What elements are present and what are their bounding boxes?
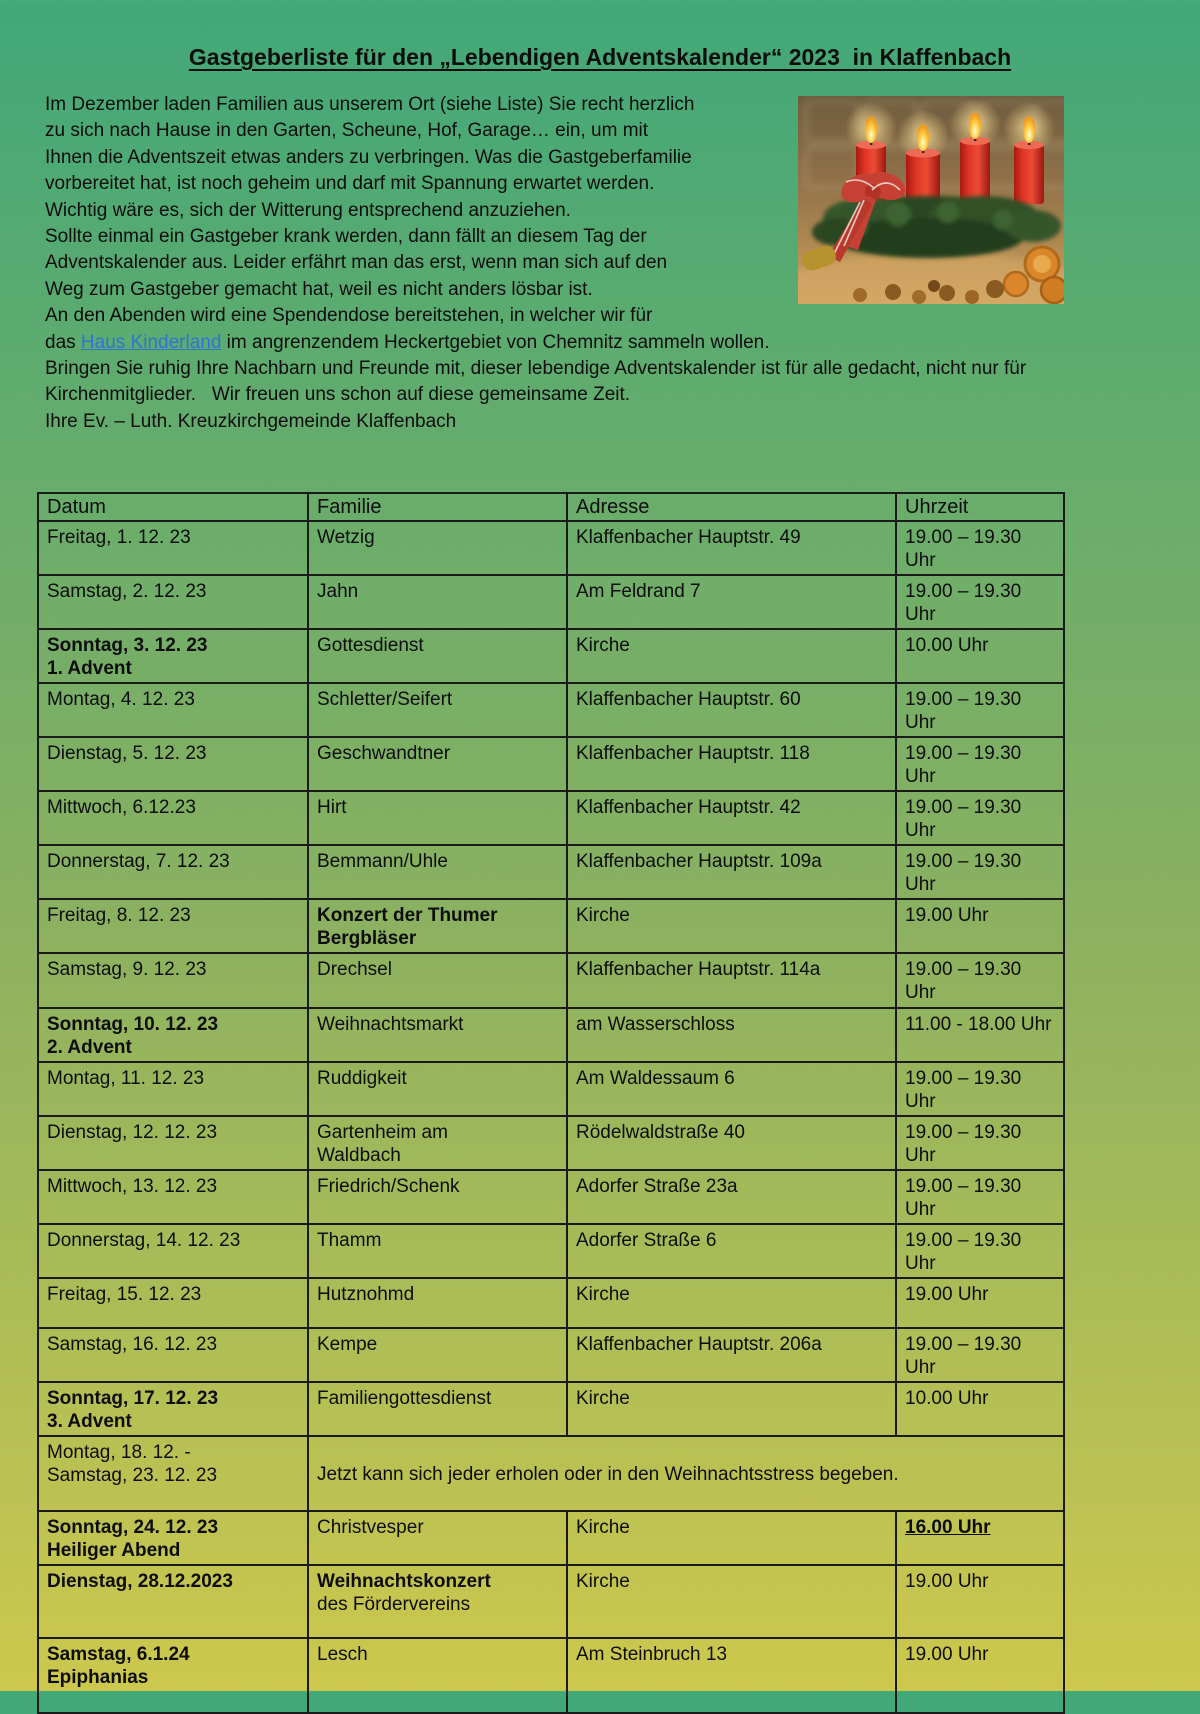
cell-uhrzeit: 19.00 – 19.30 Uhr: [896, 1328, 1064, 1382]
cell-datum: Sonntag, 3. 12. 23 1. Advent: [38, 629, 308, 683]
table-row: [38, 1328, 1064, 1382]
cell-adresse: Rödelwaldstraße 40: [567, 1116, 896, 1170]
cell-datum: Freitag, 1. 12. 23: [38, 521, 308, 575]
cell-uhrzeit: 19.00 Uhr: [896, 1638, 1064, 1713]
column-header-familie: Familie: [308, 493, 567, 521]
intro-line: vorbereitet hat, ist noch geheim und darf mit Spannung erwartet werden.: [45, 173, 655, 195]
cell-datum: Samstag, 6.1.24 Epiphanias: [38, 1638, 308, 1713]
cell-adresse: Klaffenbacher Hauptstr. 206a: [567, 1328, 896, 1382]
cell-datum: Freitag, 15. 12. 23: [38, 1278, 308, 1328]
intro-line: Im Dezember laden Familien aus unserem Ort (siehe Liste) Sie recht herzlich: [45, 94, 695, 115]
cell-familie: Geschwandtner: [308, 737, 567, 791]
column-header-uhrzeit: Uhrzeit: [896, 493, 1064, 521]
cell-uhrzeit: 19.00 – 19.30 Uhr: [896, 1116, 1064, 1170]
cell-adresse: Kirche: [567, 1278, 896, 1328]
cell-adresse: Klaffenbacher Hauptstr. 60: [567, 683, 896, 737]
cell-uhrzeit: 19.00 – 19.30 Uhr: [896, 521, 1064, 575]
cell-uhrzeit: 19.00 – 19.30 Uhr: [896, 845, 1064, 899]
cell-familie: Bemmann/Uhle: [308, 845, 567, 899]
table-row: [38, 1116, 1064, 1170]
cell-familie: Friedrich/Schenk: [308, 1170, 567, 1224]
intro-line: Ihnen die Adventszeit etwas anders zu verbringen. Was die Gastgeberfamilie: [45, 146, 692, 168]
table-row: [38, 899, 1064, 953]
cell-datum: Dienstag, 12. 12. 23: [38, 1116, 308, 1170]
cell-datum: Freitag, 8. 12. 23: [38, 899, 308, 953]
table-row: [38, 1638, 1064, 1713]
cell-familie: Christvesper: [308, 1511, 567, 1565]
cell-datum: Sonntag, 10. 12. 23 2. Advent: [38, 1008, 308, 1062]
cell-note: Jetzt kann sich jeder erholen oder in den Weihnachtsstress begeben.: [308, 1436, 1064, 1511]
cell-familie: Gottesdienst: [308, 629, 567, 683]
table-row: [38, 1436, 1064, 1511]
cell-adresse: Am Waldessaum 6: [567, 1062, 896, 1116]
cell-uhrzeit: 11.00 - 18.00 Uhr: [896, 1008, 1064, 1062]
cell-familie: Jahn: [308, 575, 567, 629]
cell-adresse: Am Steinbruch 13: [567, 1638, 896, 1713]
cell-familie: Hutznohmd: [308, 1278, 567, 1328]
cell-familie: Familiengottesdienst: [308, 1382, 567, 1436]
table-row: [38, 1565, 1064, 1638]
cell-uhrzeit: 16.00 Uhr: [896, 1511, 1064, 1565]
cell-adresse: Klaffenbacher Hauptstr. 42: [567, 791, 896, 845]
haus-kinderland-link[interactable]: Haus Kinderland: [80, 331, 222, 353]
cell-datum: Sonntag, 17. 12. 23 3. Advent: [38, 1382, 308, 1436]
cell-uhrzeit: 19.00 – 19.30 Uhr: [896, 1224, 1064, 1278]
intro-line: Bringen Sie ruhig Ihre Nachbarn und Freunde mit, dieser lebendige Adventskalender ist für alle gedacht, nicht nur für: [45, 358, 1027, 380]
cell-datum: Montag, 4. 12. 23: [38, 683, 308, 737]
table-row: [38, 1511, 1064, 1565]
table-row: [38, 737, 1064, 791]
cell-uhrzeit: 19.00 – 19.30 Uhr: [896, 737, 1064, 791]
table-row: [38, 629, 1064, 683]
cell-familie: Schletter/Seifert: [308, 683, 567, 737]
advent-wreath-photo: [798, 96, 1064, 304]
cell-datum: Donnerstag, 14. 12. 23: [38, 1224, 308, 1278]
cell-uhrzeit: 19.00 – 19.30 Uhr: [896, 1170, 1064, 1224]
cell-adresse: Kirche: [567, 1382, 896, 1436]
column-header-adresse: Adresse: [567, 493, 896, 521]
cell-datum: Donnerstag, 7. 12. 23: [38, 845, 308, 899]
cell-adresse: Klaffenbacher Hauptstr. 114a: [567, 953, 896, 1008]
cell-familie: Wetzig: [308, 521, 567, 575]
table-row: [38, 1062, 1064, 1116]
intro-line: Adventskalender aus. Leider erfährt man das erst, wenn man sich auf den: [45, 252, 668, 274]
cell-familie: Weihnachtskonzert des Fördervereins: [308, 1565, 567, 1638]
cell-datum: Montag, 11. 12. 23: [38, 1062, 308, 1116]
cell-familie: Konzert der Thumer Bergbläser: [308, 899, 567, 953]
cell-datum: Dienstag, 28.12.2023: [38, 1565, 308, 1638]
table-row: [38, 1008, 1064, 1062]
column-header-datum: Datum: [38, 493, 308, 521]
cell-familie: Thamm: [308, 1224, 567, 1278]
cell-uhrzeit: 19.00 – 19.30 Uhr: [896, 575, 1064, 629]
host-schedule-table: [37, 492, 1065, 1714]
cell-familie: Kempe: [308, 1328, 567, 1382]
table-row: [38, 1170, 1064, 1224]
cell-adresse: Adorfer Straße 23a: [567, 1170, 896, 1224]
cell-uhrzeit: 19.00 Uhr: [896, 1565, 1064, 1638]
intro-line: das Haus Kinderland im angrenzendem Heckertgebiet von Chemnitz sammeln wollen.: [45, 331, 770, 353]
cell-datum: Sonntag, 24. 12. 23 Heiliger Abend: [38, 1511, 308, 1565]
table-row: [38, 845, 1064, 899]
cell-adresse: Klaffenbacher Hauptstr. 118: [567, 737, 896, 791]
cell-uhrzeit: 10.00 Uhr: [896, 1382, 1064, 1436]
cell-datum: Samstag, 9. 12. 23: [38, 953, 308, 1008]
intro-line: An den Abenden wird eine Spendendose bereitstehen, in welcher wir für: [45, 305, 653, 327]
table-row: [38, 575, 1064, 629]
table-row: [38, 683, 1064, 737]
cell-uhrzeit: 19.00 – 19.30 Uhr: [896, 1062, 1064, 1116]
cell-uhrzeit: 19.00 – 19.30 Uhr: [896, 683, 1064, 737]
cell-adresse: Klaffenbacher Hauptstr. 109a: [567, 845, 896, 899]
cell-familie: Gartenheim am Waldbach: [308, 1116, 567, 1170]
cell-datum: Mittwoch, 13. 12. 23: [38, 1170, 308, 1224]
cell-uhrzeit: 19.00 – 19.30 Uhr: [896, 791, 1064, 845]
table-row: [38, 1382, 1064, 1436]
intro-line: zu sich nach Hause in den Garten, Scheune, Hof, Garage… ein, um mit: [45, 120, 649, 142]
cell-familie: Drechsel: [308, 953, 567, 1008]
cell-datum: Dienstag, 5. 12. 23: [38, 737, 308, 791]
cell-uhrzeit: 10.00 Uhr: [896, 629, 1064, 683]
page-title: Gastgeberliste für den „Lebendigen Adventskalender“ 2023 in Klaffenbach: [188, 44, 1012, 70]
table-row: [38, 953, 1064, 1008]
cell-adresse: am Wasserschloss: [567, 1008, 896, 1062]
cell-adresse: Kirche: [567, 1565, 896, 1638]
table-row: [38, 1224, 1064, 1278]
cell-datum: Samstag, 16. 12. 23: [38, 1328, 308, 1382]
intro-line: Kirchenmitglieder. Wir freuen uns schon auf diese gemeinsame Zeit.: [45, 384, 631, 406]
cell-datum: Montag, 18. 12. - Samstag, 23. 12. 23: [38, 1436, 308, 1511]
intro-line: Sollte einmal ein Gastgeber krank werden, dann fällt an diesem Tag der: [45, 226, 647, 248]
cell-adresse: Adorfer Straße 6: [567, 1224, 896, 1278]
intro-line: Wichtig wäre es, sich der Witterung entsprechend anzuziehen.: [45, 199, 571, 221]
cell-datum: Samstag, 2. 12. 23: [38, 575, 308, 629]
table-row: [38, 521, 1064, 575]
intro-line: Ihre Ev. – Luth. Kreuzkirchgemeinde Klaffenbach: [45, 410, 457, 432]
cell-adresse: Kirche: [567, 1511, 896, 1565]
cell-datum: Mittwoch, 6.12.23: [38, 791, 308, 845]
cell-adresse: Klaffenbacher Hauptstr. 49: [567, 521, 896, 575]
table-header-row: [38, 493, 1064, 521]
cell-familie: Lesch: [308, 1638, 567, 1713]
cell-adresse: Kirche: [567, 629, 896, 683]
cell-familie: Weihnachtsmarkt: [308, 1008, 567, 1062]
cell-uhrzeit: 19.00 Uhr: [896, 899, 1064, 953]
cell-adresse: Kirche: [567, 899, 896, 953]
cell-uhrzeit: 19.00 – 19.30 Uhr: [896, 953, 1064, 1008]
table-row: [38, 1278, 1064, 1328]
table-row: [38, 791, 1064, 845]
cell-adresse: Am Feldrand 7: [567, 575, 896, 629]
cell-familie: Hirt: [308, 791, 567, 845]
cell-familie: Ruddigkeit: [308, 1062, 567, 1116]
advent-wreath-illustration: [798, 96, 1064, 304]
cell-uhrzeit: 19.00 Uhr: [896, 1278, 1064, 1328]
intro-line: Weg zum Gastgeber gemacht hat, weil es nicht anders lösbar ist.: [45, 278, 593, 300]
